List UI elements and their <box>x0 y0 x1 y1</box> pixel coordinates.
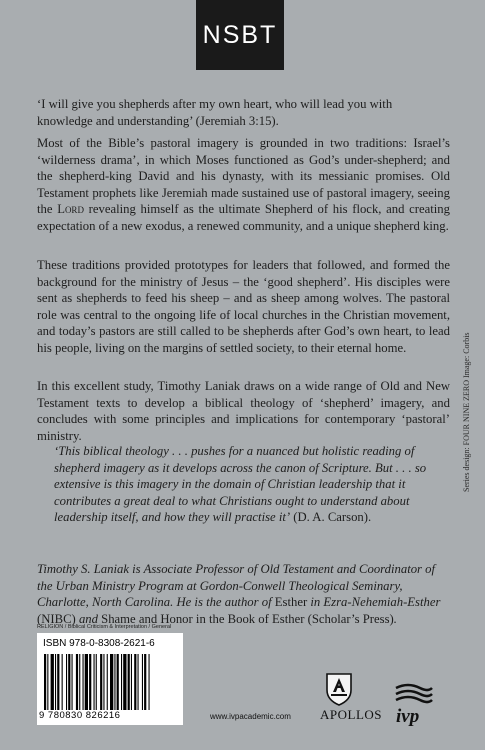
barcode-bar <box>51 654 54 710</box>
bio-series-1: (NIBC) <box>37 611 76 626</box>
barcode-bar <box>142 654 143 710</box>
barcode-bar <box>117 654 119 710</box>
isbn-text: ISBN 978-0-8308-2621-6 <box>43 638 155 649</box>
barcode-bar <box>103 654 104 710</box>
barcode-bar <box>123 654 126 710</box>
barcode-bar <box>110 654 113 710</box>
barcode-bar <box>96 654 97 710</box>
author-bio <box>37 561 450 627</box>
barcode-bar <box>57 654 59 710</box>
barcode-bar <box>89 654 91 710</box>
lord-smallcaps: Lord <box>57 202 84 217</box>
barcode-bar <box>138 654 139 710</box>
barcode-bar <box>131 654 132 710</box>
apollos-wordmark: APOLLOS <box>320 707 383 722</box>
website-url: www.ivpacademic.com <box>210 712 291 721</box>
barcode-bar <box>128 654 130 710</box>
barcode-bar <box>100 654 102 710</box>
barcode-bar <box>83 654 84 710</box>
bio-part-2: in Ezra-Nehemiah-Esther <box>307 595 441 610</box>
barcode-bar <box>107 654 108 710</box>
bio-series-2: (Scholar’s Press) <box>307 611 394 626</box>
barcode-bar <box>94 654 95 710</box>
barcode-bar <box>62 654 63 710</box>
ivp-logo-icon <box>388 680 440 726</box>
paragraph-3: In this excellent study, Timothy Laniak draws on a wide range of Old and New Testament texts to develop a biblical theology of ‘shepherd’ imagery, and concludes with some principles and implications for contemporary ‘pastoral’ ministry. <box>37 379 450 443</box>
barcode-bar <box>66 654 67 710</box>
barcode-bar <box>44 654 46 710</box>
barcode-bar <box>149 654 150 710</box>
paragraph-1 <box>37 135 450 235</box>
paragraph-1-text-a: Most of the Bible’s pastoral imagery is grounded in two traditions: Israel’s ‘wilderness drama’, in which Moses functioned as God’s under-shepherd; and the shepherd-king David and his dynasty, with its messianic promises. Old Testament prophets like Jeremiah made sustained use of pastoral imagery, seeing the <box>37 136 450 217</box>
barcode-number: 9 780830 826216 <box>39 710 121 721</box>
quote-attribution: (D. A. Carson). <box>290 510 372 525</box>
barcode-bar <box>76 654 78 710</box>
category-label: RELIGION / Biblical Criticism & Interpretation / General <box>37 624 172 630</box>
bio-part-5: . <box>393 611 397 626</box>
paragraph-2: These traditions provided prototypes for leaders that followed, and formed the background for the ministry of Jesus – the ‘good shepherd’. His disciples were sent as shepherds to feed his sheep – and as sheep among wolves. The pastoral role was central to the ongoing life of local churches in the Christian movement, and today’s pastors are still called to be shepherds after God’s own heart, to lead his people, living on the margins of settled society, to their eternal home. <box>37 258 450 355</box>
design-credit: Series design: FOUR NINE ZERO Image: Corbis <box>462 332 471 492</box>
barcode-bars <box>43 654 177 712</box>
apollos-shield-icon <box>325 672 353 706</box>
barcode-bar <box>47 654 48 710</box>
barcode-bar <box>72 654 73 710</box>
quote-text: ‘This biblical theology . . . pushes for a nuanced but holistic reading of shepherd imagery as it develops across the canon of Scripture. But . . . so extensive is this imagery in the domain of Christian leadership that it contributes a great deal to what Christians ought to understand about leadership itself, and how they will practise it’ <box>54 444 427 525</box>
paragraph-1-text-b: revealing himself as the ultimate Shepherd of his flock, and creating expectation of a new exodus, a renewed community, and a unique shepherd king. <box>37 202 450 233</box>
endorsement-quote <box>54 443 450 526</box>
series-logo: NSBT <box>196 0 284 70</box>
barcode-bar <box>144 654 146 710</box>
barcode-bar <box>68 654 70 710</box>
barcode-bar <box>79 654 80 710</box>
bio-part-1: Timothy S. Laniak is Associate Professor of Old Testament and Coordinator of the Urban Ministry Program at Gordon-Conwell Theological Seminary, Charlotte, North Carolina. He is the author of <box>37 562 436 610</box>
barcode-panel <box>37 633 183 725</box>
barcode-bar <box>114 654 115 710</box>
bio-title-1: Esther <box>274 595 308 610</box>
ivp-wordmark: ivp <box>396 706 420 726</box>
epigraph: ‘I will give you shepherds after my own heart, who will lead you with knowledge and understanding’ (Jeremiah 3:15). <box>37 97 393 128</box>
bio-part-3: and <box>75 611 102 626</box>
barcode-bar <box>134 654 136 710</box>
barcode-bar <box>121 654 122 710</box>
barcode-bar <box>55 654 56 710</box>
barcode-bar <box>85 654 88 710</box>
bio-title-2: Shame and Honor in the Book of Esther <box>101 611 305 626</box>
